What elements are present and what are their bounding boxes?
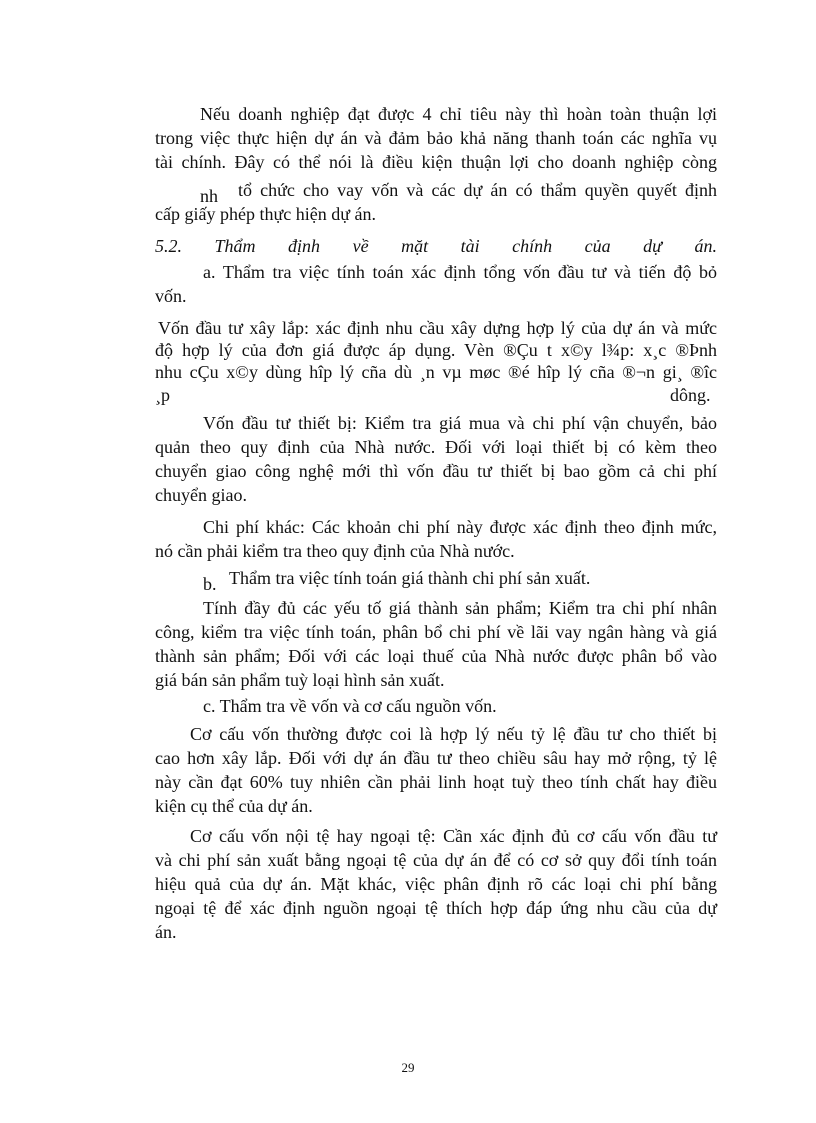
- paragraph-2-fragment-ap: ¸p: [155, 385, 170, 405]
- paragraph-5-line-1: Tính đầy đủ các yếu tố giá thành sản phẩm; Kiểm tra chi phí nhân: [203, 598, 717, 618]
- paragraph-4-line-1: Chi phí khác: Các khoản chi phí này được xác định theo định mức,: [203, 517, 717, 537]
- paragraph-6-line-2: cao hơn xây lắp. Đối với dự án đầu tư theo chiều sâu hay mở rộng, tỷ lệ: [155, 748, 717, 768]
- sub-a-line-2: vốn.: [155, 286, 187, 306]
- paragraph-4-line-2: nó cần phải kiểm tra theo quy định của Nhà nước.: [155, 541, 515, 561]
- page-number: 29: [401, 1060, 415, 1075]
- paragraph-1-line-3: tài chính. Đây có thể nói là điều kiện thuận lợi cho doanh nghiệp còng: [155, 152, 717, 172]
- paragraph-6-line-4: kiện cụ thể của dự án.: [155, 796, 313, 816]
- paragraph-2-line-3: nhu cÇu x©y dùng hîp lý cña dù ¸n vµ møc ®é hîp lý cña ®¬n gi¸ ®îc: [155, 362, 717, 382]
- paragraph-1-line-5: cấp giấy phép thực hiện dự án.: [155, 204, 376, 224]
- paragraph-1-line-4: tổ chức cho vay vốn và các dự án có thẩm quyền quyết định: [238, 180, 717, 200]
- paragraph-7-line-4: ngoại tệ để xác định nguồn ngoại tệ thích hợp đáp ứng nhu cầu của dự: [155, 898, 717, 918]
- paragraph-6-line-3: này cần đạt 60% tuy nhiên cần phải linh hoạt tuỳ theo tính chất hay điều: [155, 772, 717, 792]
- paragraph-6-line-1: Cơ cấu vốn thường được coi là hợp lý nếu tỷ lệ đầu tư cho thiết bị: [190, 724, 717, 744]
- paragraph-5-line-3: thành sản phẩm; Đối với các loại thuế của Nhà nước được phân bổ vào: [155, 646, 717, 666]
- paragraph-7-line-5: án.: [155, 922, 177, 942]
- paragraph-2-fragment-dong: dông.: [670, 385, 711, 405]
- paragraph-2-line-2: độ hợp lý của đơn giá được áp dụng. Vèn ®Çu t x©y l¾p: x¸c ®Þnh: [155, 340, 717, 360]
- sub-c-heading: c. Thẩm tra về vốn và cơ cấu nguồn vốn.: [203, 696, 497, 716]
- nh-fragment: nh: [200, 186, 218, 206]
- paragraph-5-line-2: công, kiểm tra việc tính toán, phân bổ chi phí về lãi vay ngân hàng và giá: [155, 622, 717, 642]
- paragraph-7-line-3: hiệu quả của dự án. Mặt khác, việc phân định rõ các loại chi phí bằng: [155, 874, 717, 894]
- paragraph-2-line-1: Vốn đầu tư xây lắp: xác định nhu cầu xây dựng hợp lý của dự án và mức: [158, 318, 717, 338]
- paragraph-1-line-1: Nếu doanh nghiệp đạt được 4 chỉ tiêu này thì hoàn toàn thuận lợi: [200, 104, 717, 124]
- paragraph-3-line-4: chuyển giao.: [155, 485, 247, 505]
- sub-a-line-1: a. Thẩm tra việc tính toán xác định tổng vốn đầu tư và tiến độ bỏ: [203, 262, 717, 282]
- sub-b-heading: Thẩm tra việc tính toán giá thành chi phí sản xuất.: [229, 568, 591, 588]
- paragraph-7-line-2: và chi phí sản xuất bằng ngoại tệ của dự án để có cơ sở quy đổi tính toán: [155, 850, 717, 870]
- paragraph-3-line-2: quản theo quy định của Nhà nước. Đối với loại thiết bị có kèm theo: [155, 437, 717, 457]
- paragraph-3-line-3: chuyển giao công nghệ mới thì vốn đầu tư thiết bị bao gồm cả chi phí: [155, 461, 717, 481]
- paragraph-3-line-1: Vốn đầu tư thiết bị: Kiểm tra giá mua và chi phí vận chuyển, bảo: [203, 413, 717, 433]
- paragraph-1-line-2: trong việc thực hiện dự án và đảm bảo khả năng thanh toán các nghĩa vụ: [155, 128, 717, 148]
- paragraph-5-line-4: giá bán sản phẩm tuỳ loại hình sản xuất.: [155, 670, 445, 690]
- sub-b-label: b.: [203, 574, 217, 594]
- paragraph-7-line-1: Cơ cấu vốn nội tệ hay ngoại tệ: Cần xác định đủ cơ cấu vốn đầu tư: [190, 826, 717, 846]
- section-heading: 5.2. Thẩm định về mặt tài chính của dự án.: [155, 236, 717, 256]
